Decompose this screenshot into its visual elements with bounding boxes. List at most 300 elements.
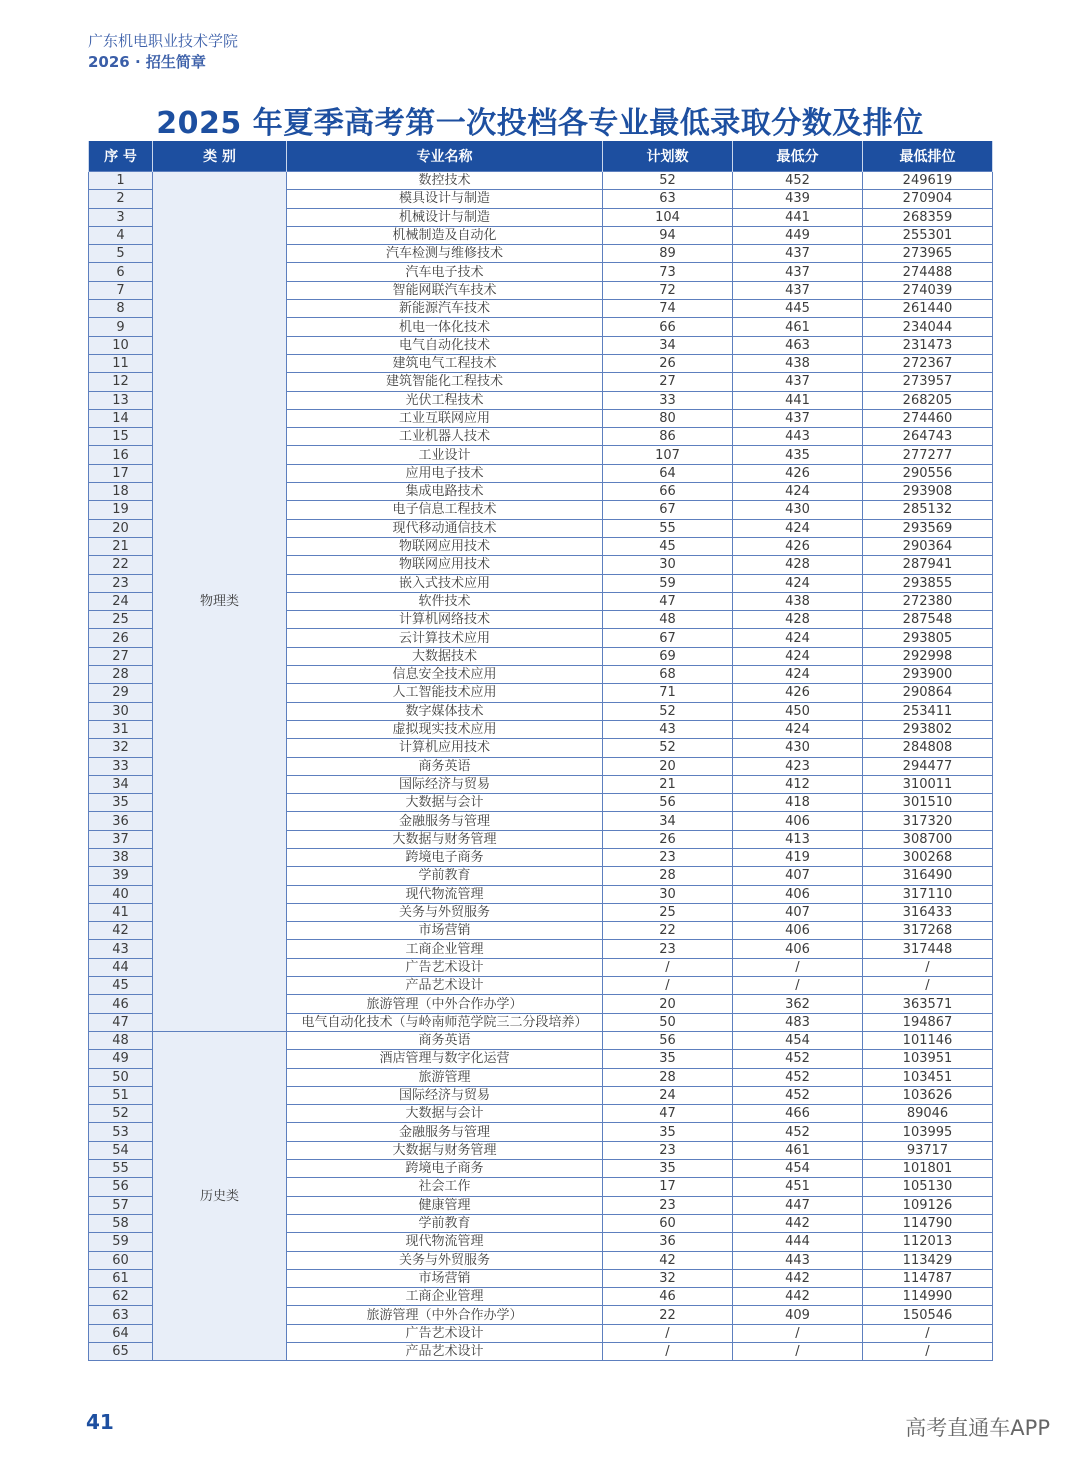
cell-major: 市场营销	[287, 1269, 603, 1287]
cell-min-score: 443	[733, 428, 863, 446]
cell-min-score: 424	[733, 483, 863, 501]
cell-plan: 48	[603, 611, 733, 629]
cell-min-rank: 293908	[863, 483, 993, 501]
cell-plan: 52	[603, 739, 733, 757]
cell-seq: 41	[89, 903, 153, 921]
cell-seq: 12	[89, 373, 153, 391]
cell-major: 酒店管理与数字化运营	[287, 1050, 603, 1068]
cell-plan: 47	[603, 1105, 733, 1123]
cell-major: 关务与外贸服务	[287, 903, 603, 921]
cell-plan: 34	[603, 812, 733, 830]
cell-seq: 3	[89, 208, 153, 226]
cell-seq: 48	[89, 1031, 153, 1049]
cell-major: 旅游管理（中外合作办学）	[287, 995, 603, 1013]
cell-min-score: 461	[733, 1141, 863, 1159]
cell-min-rank: 277277	[863, 446, 993, 464]
cell-min-score: 439	[733, 190, 863, 208]
cell-min-score: 409	[733, 1306, 863, 1324]
cell-min-rank: 285132	[863, 501, 993, 519]
header-plan: 计划数	[603, 141, 733, 172]
cell-min-rank: 317448	[863, 940, 993, 958]
cell-min-score: 449	[733, 226, 863, 244]
cell-min-rank: 293805	[863, 629, 993, 647]
cell-major: 旅游管理	[287, 1068, 603, 1086]
cell-plan: 23	[603, 940, 733, 958]
cell-major: 软件技术	[287, 592, 603, 610]
cell-min-rank: 292998	[863, 647, 993, 665]
cell-min-rank: 290364	[863, 537, 993, 555]
cell-seq: 19	[89, 501, 153, 519]
cell-min-score: 406	[733, 885, 863, 903]
table-row	[89, 1031, 993, 1049]
cell-plan: 23	[603, 1141, 733, 1159]
cell-major: 关务与外贸服务	[287, 1251, 603, 1269]
cell-major: 人工智能技术应用	[287, 684, 603, 702]
cell-major: 云计算技术应用	[287, 629, 603, 647]
cell-min-score: 466	[733, 1105, 863, 1123]
cell-seq: 54	[89, 1141, 153, 1159]
cell-min-score: 454	[733, 1031, 863, 1049]
cell-major: 建筑智能化工程技术	[287, 373, 603, 391]
cell-plan: 17	[603, 1178, 733, 1196]
cell-major: 嵌入式技术应用	[287, 574, 603, 592]
cell-min-score: 407	[733, 867, 863, 885]
cell-major: 商务英语	[287, 757, 603, 775]
cell-min-score: 413	[733, 830, 863, 848]
cell-min-rank: 310011	[863, 775, 993, 793]
header-category: 类 别	[153, 141, 287, 172]
cell-plan: 52	[603, 702, 733, 720]
cell-plan: 74	[603, 300, 733, 318]
cell-seq: 50	[89, 1068, 153, 1086]
cell-major: 电气自动化技术	[287, 336, 603, 354]
cell-major: 物联网应用技术	[287, 556, 603, 574]
cell-plan: 59	[603, 574, 733, 592]
cell-seq: 11	[89, 354, 153, 372]
cell-seq: 55	[89, 1160, 153, 1178]
cell-min-score: 452	[733, 1050, 863, 1068]
cell-seq: 57	[89, 1196, 153, 1214]
cell-plan: 28	[603, 1068, 733, 1086]
cell-min-score: 438	[733, 354, 863, 372]
cell-min-rank: 316433	[863, 903, 993, 921]
cell-min-rank: 270904	[863, 190, 993, 208]
cell-min-score: 412	[733, 775, 863, 793]
cell-plan: 20	[603, 995, 733, 1013]
cell-seq: 37	[89, 830, 153, 848]
cell-min-rank: 93717	[863, 1141, 993, 1159]
cell-major: 电子信息工程技术	[287, 501, 603, 519]
cell-min-rank: 112013	[863, 1233, 993, 1251]
cell-min-score: 424	[733, 519, 863, 537]
cell-min-score: 435	[733, 446, 863, 464]
cell-plan: 52	[603, 172, 733, 190]
header-org-name: 广东机电职业技术学院	[88, 32, 239, 50]
cell-major: 市场营销	[287, 922, 603, 940]
table-header-row	[89, 141, 993, 172]
cell-major: 商务英语	[287, 1031, 603, 1049]
cell-major: 模具设计与制造	[287, 190, 603, 208]
cell-major: 工业设计	[287, 446, 603, 464]
cell-major: 应用电子技术	[287, 464, 603, 482]
cell-seq: 46	[89, 995, 153, 1013]
cell-min-rank: 274488	[863, 263, 993, 281]
cell-seq: 49	[89, 1050, 153, 1068]
cell-plan: 43	[603, 720, 733, 738]
cell-major: 机械设计与制造	[287, 208, 603, 226]
cell-major: 现代物流管理	[287, 885, 603, 903]
cell-min-score: 441	[733, 391, 863, 409]
cell-plan: 20	[603, 757, 733, 775]
cell-plan: 46	[603, 1288, 733, 1306]
cell-seq: 45	[89, 977, 153, 995]
cell-min-rank: 274039	[863, 281, 993, 299]
cell-plan: 56	[603, 1031, 733, 1049]
header-seq: 序 号	[89, 141, 153, 172]
cell-seq: 17	[89, 464, 153, 482]
cell-major: 国际经济与贸易	[287, 775, 603, 793]
cell-min-score: 450	[733, 702, 863, 720]
cell-seq: 36	[89, 812, 153, 830]
cell-seq: 22	[89, 556, 153, 574]
cell-major: 虚拟现实技术应用	[287, 720, 603, 738]
cell-seq: 33	[89, 757, 153, 775]
cell-min-score: /	[733, 1324, 863, 1342]
cell-major: 机电一体化技术	[287, 318, 603, 336]
cell-seq: 40	[89, 885, 153, 903]
cell-min-rank: 293900	[863, 666, 993, 684]
cell-min-score: 362	[733, 995, 863, 1013]
cell-plan: /	[603, 1343, 733, 1361]
cell-min-rank: 150546	[863, 1306, 993, 1324]
cell-major: 现代物流管理	[287, 1233, 603, 1251]
cell-major: 产品艺术设计	[287, 977, 603, 995]
cell-seq: 18	[89, 483, 153, 501]
cell-min-rank: 317110	[863, 885, 993, 903]
cell-plan: 23	[603, 1196, 733, 1214]
cell-plan: 32	[603, 1269, 733, 1287]
cell-seq: 24	[89, 592, 153, 610]
cell-seq: 15	[89, 428, 153, 446]
cell-plan: 22	[603, 922, 733, 940]
cell-category: 物理类	[153, 172, 287, 1032]
cell-seq: 63	[89, 1306, 153, 1324]
cell-plan: /	[603, 977, 733, 995]
cell-seq: 47	[89, 1013, 153, 1031]
cell-min-score: /	[733, 958, 863, 976]
cell-min-rank: 89046	[863, 1105, 993, 1123]
cell-min-rank: 114787	[863, 1269, 993, 1287]
cell-min-rank: /	[863, 958, 993, 976]
cell-min-rank: /	[863, 977, 993, 995]
cell-plan: /	[603, 1324, 733, 1342]
cell-min-rank: 300268	[863, 848, 993, 866]
cell-min-score: 442	[733, 1288, 863, 1306]
cell-major: 大数据与财务管理	[287, 830, 603, 848]
cell-min-rank: 231473	[863, 336, 993, 354]
cell-plan: 26	[603, 354, 733, 372]
cell-min-rank: 261440	[863, 300, 993, 318]
cell-seq: 34	[89, 775, 153, 793]
cell-seq: 27	[89, 647, 153, 665]
cell-seq: 5	[89, 245, 153, 263]
cell-seq: 7	[89, 281, 153, 299]
cell-major: 建筑电气工程技术	[287, 354, 603, 372]
cell-seq: 64	[89, 1324, 153, 1342]
cell-seq: 56	[89, 1178, 153, 1196]
cell-major: 新能源汽车技术	[287, 300, 603, 318]
cell-seq: 4	[89, 226, 153, 244]
cell-major: 健康管理	[287, 1196, 603, 1214]
cell-min-rank: 114790	[863, 1214, 993, 1232]
cell-min-rank: /	[863, 1324, 993, 1342]
cell-seq: 30	[89, 702, 153, 720]
cell-seq: 65	[89, 1343, 153, 1361]
cell-seq: 62	[89, 1288, 153, 1306]
cell-major: 工业互联网应用	[287, 409, 603, 427]
cell-plan: 80	[603, 409, 733, 427]
cell-major: 大数据技术	[287, 647, 603, 665]
cell-min-rank: 253411	[863, 702, 993, 720]
cell-min-score: 463	[733, 336, 863, 354]
cell-plan: 69	[603, 647, 733, 665]
cell-min-score: 441	[733, 208, 863, 226]
cell-plan: 72	[603, 281, 733, 299]
cell-min-rank: 274460	[863, 409, 993, 427]
cell-plan: 30	[603, 885, 733, 903]
cell-plan: 66	[603, 318, 733, 336]
page-title: 2025 年夏季高考第一次投档各专业最低录取分数及排位	[156, 106, 924, 141]
cell-min-rank: 287548	[863, 611, 993, 629]
cell-seq: 35	[89, 794, 153, 812]
cell-plan: 55	[603, 519, 733, 537]
cell-major: 智能网联汽车技术	[287, 281, 603, 299]
cell-min-score: 424	[733, 574, 863, 592]
cell-min-rank: 273957	[863, 373, 993, 391]
cell-major: 学前教育	[287, 867, 603, 885]
cell-min-rank: 109126	[863, 1196, 993, 1214]
cell-min-score: 428	[733, 556, 863, 574]
cell-min-rank: 103626	[863, 1086, 993, 1104]
cell-min-score: 430	[733, 739, 863, 757]
cell-min-score: 461	[733, 318, 863, 336]
cell-seq: 21	[89, 537, 153, 555]
cell-min-rank: 316490	[863, 867, 993, 885]
cell-major: 工业机器人技术	[287, 428, 603, 446]
cell-seq: 51	[89, 1086, 153, 1104]
cell-major: 现代移动通信技术	[287, 519, 603, 537]
cell-major: 计算机网络技术	[287, 611, 603, 629]
header-year-line: 2026 · 招生简章	[88, 53, 206, 71]
cell-seq: 16	[89, 446, 153, 464]
cell-plan: 45	[603, 537, 733, 555]
cell-min-score: 454	[733, 1160, 863, 1178]
cell-min-score: 452	[733, 1086, 863, 1104]
cell-major: 跨境电子商务	[287, 848, 603, 866]
cell-min-rank: 363571	[863, 995, 993, 1013]
cell-plan: 60	[603, 1214, 733, 1232]
cell-seq: 1	[89, 172, 153, 190]
header-min-score: 最低分	[733, 141, 863, 172]
cell-min-score: /	[733, 977, 863, 995]
cell-seq: 53	[89, 1123, 153, 1141]
cell-seq: 20	[89, 519, 153, 537]
cell-min-rank: 290864	[863, 684, 993, 702]
cell-plan: 30	[603, 556, 733, 574]
cell-plan: 35	[603, 1123, 733, 1141]
cell-category: 历史类	[153, 1031, 287, 1360]
admission-scores-table	[88, 141, 993, 1361]
cell-min-score: 442	[733, 1269, 863, 1287]
cell-seq: 13	[89, 391, 153, 409]
cell-plan: 42	[603, 1251, 733, 1269]
cell-major: 汽车电子技术	[287, 263, 603, 281]
cell-min-score: 437	[733, 245, 863, 263]
cell-min-score: 444	[733, 1233, 863, 1251]
cell-min-score: 428	[733, 611, 863, 629]
cell-seq: 61	[89, 1269, 153, 1287]
cell-major: 大数据与会计	[287, 794, 603, 812]
cell-plan: 25	[603, 903, 733, 921]
cell-major: 金融服务与管理	[287, 1123, 603, 1141]
cell-min-score: 437	[733, 373, 863, 391]
cell-min-score: 406	[733, 812, 863, 830]
cell-major: 广告艺术设计	[287, 958, 603, 976]
cell-min-score: 437	[733, 263, 863, 281]
cell-major: 社会工作	[287, 1178, 603, 1196]
cell-min-score: 423	[733, 757, 863, 775]
cell-seq: 31	[89, 720, 153, 738]
cell-min-rank: 101801	[863, 1160, 993, 1178]
cell-min-score: /	[733, 1343, 863, 1361]
cell-plan: 50	[603, 1013, 733, 1031]
cell-seq: 6	[89, 263, 153, 281]
cell-min-rank: 284808	[863, 739, 993, 757]
cell-plan: 89	[603, 245, 733, 263]
cell-plan: 66	[603, 483, 733, 501]
cell-plan: 71	[603, 684, 733, 702]
cell-major: 工商企业管理	[287, 1288, 603, 1306]
cell-min-score: 445	[733, 300, 863, 318]
cell-seq: 38	[89, 848, 153, 866]
cell-major: 旅游管理（中外合作办学）	[287, 1306, 603, 1324]
cell-plan: 73	[603, 263, 733, 281]
cell-min-rank: 287941	[863, 556, 993, 574]
cell-plan: 63	[603, 190, 733, 208]
header-major: 专业名称	[287, 141, 603, 172]
cell-min-rank: 103451	[863, 1068, 993, 1086]
cell-plan: 68	[603, 666, 733, 684]
cell-min-score: 426	[733, 464, 863, 482]
cell-min-rank: 301510	[863, 794, 993, 812]
cell-min-rank: 317268	[863, 922, 993, 940]
cell-seq: 25	[89, 611, 153, 629]
cell-min-rank: 249619	[863, 172, 993, 190]
cell-major: 物联网应用技术	[287, 537, 603, 555]
cell-seq: 43	[89, 940, 153, 958]
cell-min-rank: 290556	[863, 464, 993, 482]
cell-plan: 47	[603, 592, 733, 610]
cell-seq: 8	[89, 300, 153, 318]
cell-seq: 39	[89, 867, 153, 885]
cell-min-score: 437	[733, 409, 863, 427]
cell-major: 计算机应用技术	[287, 739, 603, 757]
cell-seq: 14	[89, 409, 153, 427]
cell-min-score: 452	[733, 1068, 863, 1086]
cell-plan: 26	[603, 830, 733, 848]
cell-major: 机械制造及自动化	[287, 226, 603, 244]
cell-min-rank: 103951	[863, 1050, 993, 1068]
cell-min-rank: 234044	[863, 318, 993, 336]
cell-min-rank: 268359	[863, 208, 993, 226]
cell-min-rank: 194867	[863, 1013, 993, 1031]
cell-min-score: 442	[733, 1214, 863, 1232]
cell-plan: 86	[603, 428, 733, 446]
cell-min-rank: /	[863, 1343, 993, 1361]
cell-min-rank: 103995	[863, 1123, 993, 1141]
cell-min-score: 419	[733, 848, 863, 866]
cell-plan: 33	[603, 391, 733, 409]
cell-seq: 42	[89, 922, 153, 940]
cell-major: 数字媒体技术	[287, 702, 603, 720]
cell-major: 数控技术	[287, 172, 603, 190]
cell-plan: 36	[603, 1233, 733, 1251]
cell-min-score: 426	[733, 537, 863, 555]
cell-major: 电气自动化技术（与岭南师范学院三二分段培养）	[287, 1013, 603, 1031]
cell-min-score: 443	[733, 1251, 863, 1269]
cell-major: 金融服务与管理	[287, 812, 603, 830]
cell-min-rank: 268205	[863, 391, 993, 409]
cell-major: 学前教育	[287, 1214, 603, 1232]
page-number: 41	[86, 1410, 114, 1434]
cell-major: 广告艺术设计	[287, 1324, 603, 1342]
cell-min-score: 424	[733, 666, 863, 684]
cell-min-score: 407	[733, 903, 863, 921]
cell-major: 大数据与财务管理	[287, 1141, 603, 1159]
cell-min-score: 406	[733, 940, 863, 958]
cell-major: 大数据与会计	[287, 1105, 603, 1123]
cell-min-rank: 113429	[863, 1251, 993, 1269]
cell-min-score: 437	[733, 281, 863, 299]
cell-plan: 35	[603, 1050, 733, 1068]
cell-min-rank: 294477	[863, 757, 993, 775]
cell-plan: 67	[603, 629, 733, 647]
cell-seq: 26	[89, 629, 153, 647]
cell-min-rank: 105130	[863, 1178, 993, 1196]
cell-min-score: 426	[733, 684, 863, 702]
cell-min-rank: 293569	[863, 519, 993, 537]
cell-seq: 32	[89, 739, 153, 757]
cell-min-rank: 272367	[863, 354, 993, 372]
cell-min-score: 418	[733, 794, 863, 812]
cell-seq: 28	[89, 666, 153, 684]
header-min-rank: 最低排位	[863, 141, 993, 172]
cell-plan: 28	[603, 867, 733, 885]
cell-min-rank: 293802	[863, 720, 993, 738]
watermark: 高考直通车APP	[905, 1416, 1050, 1440]
cell-plan: 56	[603, 794, 733, 812]
cell-plan: 94	[603, 226, 733, 244]
cell-min-score: 447	[733, 1196, 863, 1214]
cell-seq: 10	[89, 336, 153, 354]
cell-min-rank: 264743	[863, 428, 993, 446]
cell-major: 跨境电子商务	[287, 1160, 603, 1178]
cell-min-score: 452	[733, 1123, 863, 1141]
cell-min-rank: 273965	[863, 245, 993, 263]
cell-seq: 58	[89, 1214, 153, 1232]
cell-plan: 21	[603, 775, 733, 793]
cell-seq: 9	[89, 318, 153, 336]
